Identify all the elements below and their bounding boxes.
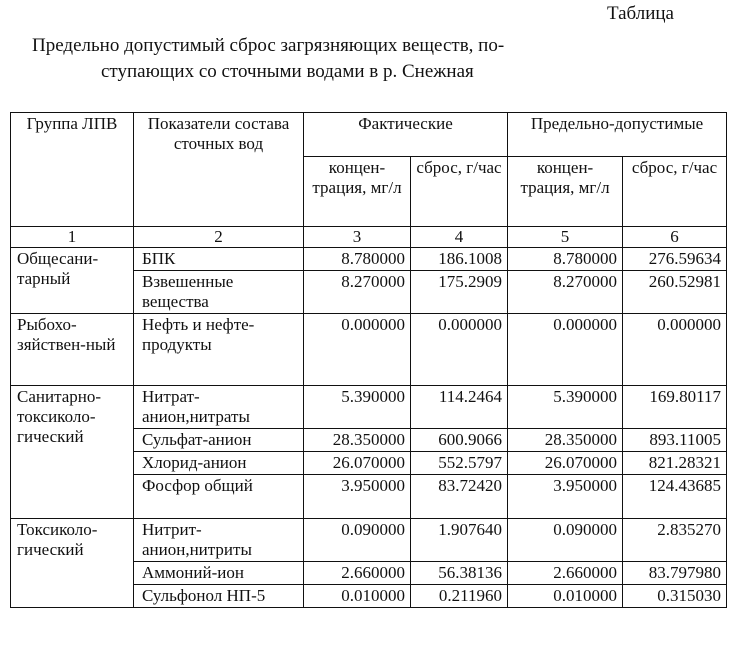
value-cell: 600.9066 [411,429,508,452]
value-cell: 821.28321 [623,452,727,475]
column-number: 4 [411,227,508,248]
value-cell: 8.270000 [508,271,623,314]
header-discharge: сброс, г/час [411,157,508,227]
header-actual: Фактические [304,113,508,157]
value-cell: 8.780000 [304,248,411,271]
value-cell: 26.070000 [508,452,623,475]
value-cell: 276.59634 [623,248,727,271]
value-cell: 5.390000 [508,386,623,429]
value-cell: 8.780000 [508,248,623,271]
header-group: Группа ЛПВ [11,113,134,227]
group-cell: Общесани-тарный [11,248,134,314]
indicator-cell: Сульфонол НП-5 [134,585,304,608]
column-number: 6 [623,227,727,248]
group-cell: Рыбохо-зяйствен-ный [11,314,134,386]
table-title [32,33,692,85]
value-cell: 5.390000 [304,386,411,429]
value-cell: 83.797980 [623,562,727,585]
value-cell: 0.315030 [623,585,727,608]
value-cell: 0.000000 [623,314,727,386]
header-permissible: Предельно-допустимые [508,113,727,157]
title-line-2: ступающих со сточными водами в р. Снежная [101,61,474,82]
value-cell: 83.72420 [411,475,508,519]
value-cell: 260.52981 [623,271,727,314]
indicator-cell: Взвешенные вещества [134,271,304,314]
column-number: 5 [508,227,623,248]
value-cell: 169.80117 [623,386,727,429]
value-cell: 2.835270 [623,519,727,562]
value-cell: 175.2909 [411,271,508,314]
table-row [11,519,727,562]
value-cell: 0.000000 [508,314,623,386]
indicator-cell: БПК [134,248,304,271]
column-number: 2 [134,227,304,248]
group-cell: Токсиколо-гический [11,519,134,608]
column-number: 1 [11,227,134,248]
table-row [11,314,727,386]
title-line-1: Предельно допустимый сброс загрязняющих веществ, по- [32,35,505,56]
value-cell: 893.11005 [623,429,727,452]
indicator-cell: Нитрит-анион,нитриты [134,519,304,562]
value-cell: 552.5797 [411,452,508,475]
value-cell: 1.907640 [411,519,508,562]
column-number: 3 [304,227,411,248]
header-concentration: концен-трация, мг/л [304,157,411,227]
table-row [11,386,727,429]
indicator-cell: Аммоний-ион [134,562,304,585]
indicator-cell: Фосфор общий [134,475,304,519]
header-indicators: Показатели состава сточных вод [134,113,304,227]
value-cell: 0.090000 [304,519,411,562]
value-cell: 2.660000 [304,562,411,585]
value-cell: 3.950000 [304,475,411,519]
value-cell: 3.950000 [508,475,623,519]
header-discharge: сброс, г/час [623,157,727,227]
indicator-cell: Нитрат-анион,нитраты [134,386,304,429]
header-concentration: концен-трация, мг/л [508,157,623,227]
value-cell: 186.1008 [411,248,508,271]
value-cell: 124.43685 [623,475,727,519]
value-cell: 0.010000 [304,585,411,608]
value-cell: 0.000000 [304,314,411,386]
value-cell: 0.010000 [508,585,623,608]
indicator-cell: Хлорид-анион [134,452,304,475]
table-row [11,248,727,271]
value-cell: 0.211960 [411,585,508,608]
value-cell: 0.090000 [508,519,623,562]
discharge-table [10,112,727,608]
value-cell: 26.070000 [304,452,411,475]
value-cell: 56.38136 [411,562,508,585]
value-cell: 0.000000 [411,314,508,386]
group-cell: Санитарно-токсиколо-гический [11,386,134,519]
value-cell: 28.350000 [508,429,623,452]
indicator-cell: Сульфат-анион [134,429,304,452]
value-cell: 28.350000 [304,429,411,452]
value-cell: 2.660000 [508,562,623,585]
table-caption: Таблица [606,3,674,24]
value-cell: 114.2464 [411,386,508,429]
indicator-cell: Нефть и нефте-продукты [134,314,304,386]
value-cell: 8.270000 [304,271,411,314]
